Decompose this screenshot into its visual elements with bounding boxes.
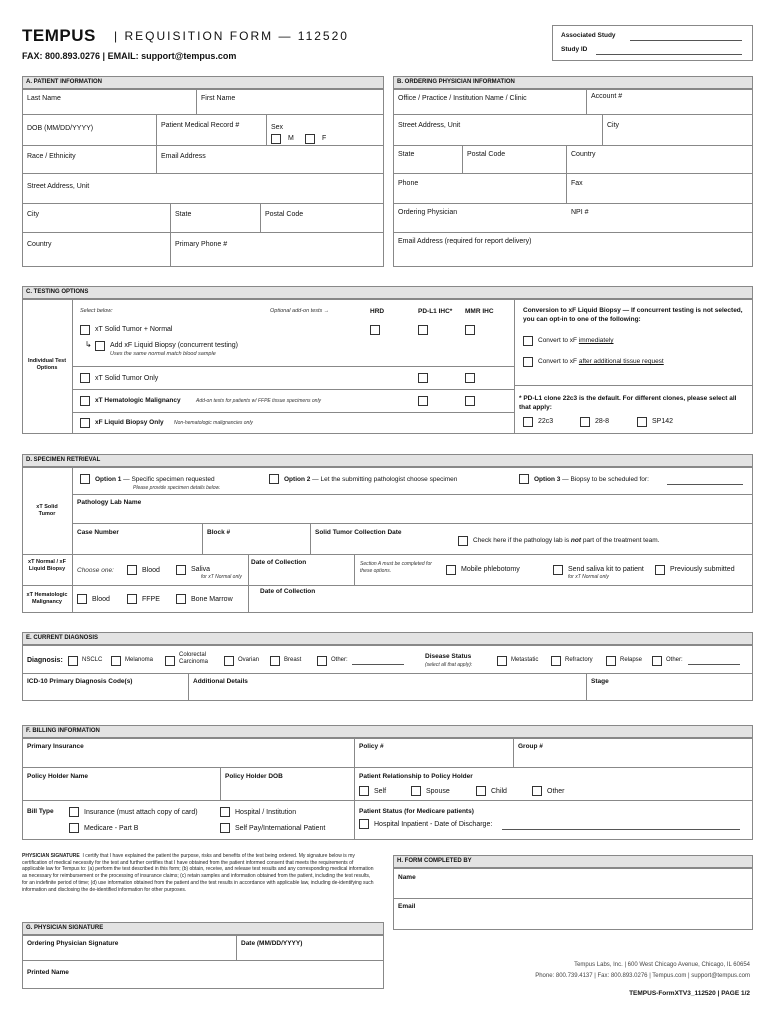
- send-saliva-checkbox[interactable]: [553, 565, 563, 575]
- phys-postal-field[interactable]: Postal Code: [467, 151, 506, 158]
- add-xf-label: Add xF Liquid Biopsy (concurrent testing): [110, 342, 239, 349]
- breast-checkbox[interactable]: [270, 656, 280, 666]
- colorectal-label: Colorectal Carcinoma: [179, 652, 209, 665]
- metastatic-label: Metastatic: [511, 657, 539, 663]
- block-field[interactable]: Block #: [207, 529, 231, 536]
- contact-line: FAX: 800.893.0276 | EMAIL: support@tempus.com: [22, 51, 237, 61]
- ovarian-label: Ovarian: [238, 657, 260, 663]
- option3-label: Option 3 — Biopsy to be scheduled for:: [534, 476, 649, 483]
- phys-fax-field[interactable]: Fax: [571, 180, 583, 187]
- nsclc-checkbox[interactable]: [68, 656, 78, 666]
- arrow-icon: ↳: [85, 340, 92, 349]
- mobile-phlebotomy-checkbox[interactable]: [446, 565, 456, 575]
- normal-blood-label: Blood: [142, 567, 160, 574]
- rel-spouse-checkbox[interactable]: [411, 786, 421, 796]
- other-diagnosis-label: Other:: [331, 657, 348, 663]
- footer-form-code: TEMPUS-FormXTV3_112520 | PAGE 1/2: [629, 990, 750, 997]
- other-diagnosis-checkbox[interactable]: [317, 656, 327, 666]
- associated-study-label: Associated Study: [561, 32, 616, 39]
- bill-type-label: Bill Type: [27, 808, 54, 815]
- icd-field[interactable]: ICD-10 Primary Diagnosis Code(s): [27, 678, 133, 685]
- sex-m-checkbox[interactable]: [271, 134, 281, 144]
- bill-hospital-label: Hospital / Institution: [235, 809, 297, 816]
- convert-after-label: Convert to xF after additional tissue request: [538, 358, 664, 365]
- addon-label: Optional add-on tests →: [270, 308, 330, 314]
- clone-22c3-checkbox[interactable]: [523, 417, 533, 427]
- ffpe-checkbox[interactable]: [127, 594, 137, 604]
- patient-state-field[interactable]: State: [175, 211, 192, 218]
- footer-phone: Phone: 800.739.4137 | Fax: 800.893.0276 | Tempus.com | support@tempus.com: [535, 973, 750, 979]
- previously-submitted-label: Previously submitted: [670, 566, 735, 573]
- phys-street-field[interactable]: Street Address, Unit: [398, 122, 461, 129]
- other-status-checkbox[interactable]: [652, 656, 662, 666]
- clone-sp142-checkbox[interactable]: [637, 417, 647, 427]
- saliva-note: for xT Normal only: [201, 574, 242, 580]
- form-title: | REQUISITION FORM — 112520: [114, 29, 349, 43]
- refractory-label: Refractory: [565, 657, 593, 663]
- relapse-label: Relapse: [620, 657, 643, 663]
- sex-m-label: M: [288, 135, 294, 142]
- saliva-checkbox[interactable]: [176, 565, 186, 575]
- completed-by-email-field[interactable]: Email: [398, 903, 416, 910]
- section-h-box: [393, 868, 753, 930]
- inpatient-label: Hospital Inpatient - Date of Discharge:: [374, 821, 493, 828]
- section-e-header: E. CURRENT DIAGNOSIS: [22, 632, 753, 645]
- xt-solid-tumor-side: xT Solid Tumor: [36, 504, 58, 517]
- heme-blood-checkbox[interactable]: [77, 594, 87, 604]
- rel-self-label: Self: [374, 788, 387, 795]
- convert-now-checkbox[interactable]: [523, 336, 533, 346]
- mobile-phlebotomy-label: Mobile phlebotomy: [461, 566, 520, 573]
- phys-country-field[interactable]: Country: [571, 151, 596, 158]
- inpatient-checkbox[interactable]: [359, 819, 369, 829]
- section-a-note: Section A must be completed for these options.: [360, 561, 432, 574]
- patient-street-field[interactable]: Street Address, Unit: [27, 183, 90, 190]
- colorectal-checkbox[interactable]: [165, 656, 175, 666]
- relapse-checkbox[interactable]: [606, 656, 616, 666]
- section-c-header: C. TESTING OPTIONS: [22, 286, 753, 299]
- xt-tumor-only-checkbox[interactable]: [80, 373, 90, 383]
- rel-spouse-label: Spouse: [426, 788, 450, 795]
- xt-normal-label: xT Solid Tumor + Normal: [95, 326, 173, 333]
- option1-note: Please provide specimen details below.: [133, 485, 221, 491]
- bill-medicare-checkbox[interactable]: [69, 823, 79, 833]
- hrd-header: HRD: [370, 308, 385, 315]
- footer-address: Tempus Labs, Inc. | 600 West Chicago Avenue, Chicago, IL 60654: [574, 962, 750, 968]
- sex-f-label: F: [322, 135, 327, 142]
- xt-tumor-only-mmr-checkbox[interactable]: [465, 373, 475, 383]
- signature-date-field[interactable]: Date (MM/DD/YYYY): [241, 940, 303, 947]
- study-box: [552, 25, 753, 61]
- section-d-header: D. SPECIMEN RETRIEVAL: [22, 454, 753, 467]
- discharge-date-field[interactable]: [502, 829, 740, 830]
- bill-selfpay-label: Self Pay/International Patient: [235, 825, 326, 832]
- heme-blood-label: Blood: [92, 596, 110, 603]
- sex-label: Sex: [271, 124, 284, 131]
- stage-field[interactable]: Stage: [591, 678, 609, 685]
- pdl1-header: PD-L1 IHC*: [418, 308, 453, 315]
- ordering-physician-field[interactable]: Ordering Physician: [398, 209, 458, 216]
- bill-hospital-checkbox[interactable]: [220, 807, 230, 817]
- xt-tumor-only-label: xT Solid Tumor Only: [95, 375, 159, 382]
- study-id-label: Study ID: [561, 46, 588, 53]
- xt-normal-mmr-checkbox[interactable]: [465, 325, 475, 335]
- first-name-field[interactable]: First Name: [201, 95, 236, 102]
- xt-heme-pdl1-checkbox[interactable]: [418, 396, 428, 406]
- other-status-field[interactable]: [688, 664, 740, 665]
- section-b-header: B. ORDERING PHYSICIAN INFORMATION: [393, 76, 753, 89]
- clone-28-8-label: 28-8: [595, 418, 610, 425]
- breast-label: Breast: [284, 657, 302, 663]
- conversion-text: Conversion to xF Liquid Biopsy — If concurrent testing is not selected, you can opt-in to one of the following:: [523, 307, 743, 323]
- group-field[interactable]: Group #: [518, 743, 543, 750]
- melanoma-checkbox[interactable]: [111, 656, 121, 666]
- xf-only-checkbox[interactable]: [80, 418, 90, 428]
- phys-email-field[interactable]: Email Address (required for report delivery): [398, 238, 532, 245]
- send-saliva-label: Send saliva kit to patient: [568, 566, 644, 573]
- completed-by-name-field[interactable]: Name: [398, 874, 416, 881]
- office-field[interactable]: Office / Practice / Institution Name / Clinic: [398, 95, 527, 102]
- heme-date-field[interactable]: Date of Collection: [260, 588, 316, 595]
- rel-child-label: Child: [491, 788, 507, 795]
- patient-email-field[interactable]: Email Address: [161, 153, 206, 160]
- associated-study-field[interactable]: [630, 40, 742, 41]
- select-below-label: Select below:: [80, 308, 113, 314]
- patient-postal-field[interactable]: Postal Code: [265, 211, 304, 218]
- pathology-lab-field[interactable]: Pathology Lab Name: [77, 499, 142, 506]
- refractory-checkbox[interactable]: [551, 656, 561, 666]
- convert-after-checkbox[interactable]: [523, 357, 533, 367]
- section-g-header: G. PHYSICIAN SIGNATURE: [22, 922, 384, 935]
- relationship-label: Patient Relationship to Policy Holder: [359, 773, 473, 780]
- race-field[interactable]: Race / Ethnicity: [27, 153, 76, 160]
- collection-date-field[interactable]: Solid Tumor Collection Date: [315, 529, 402, 536]
- option2-checkbox[interactable]: [269, 474, 279, 484]
- xt-normal-checkbox[interactable]: [80, 325, 90, 335]
- xt-heme-label: xT Hematologic Malignancy: [95, 397, 181, 404]
- case-number-field[interactable]: Case Number: [77, 529, 119, 536]
- npi-field[interactable]: NPI #: [571, 209, 589, 216]
- add-xf-checkbox[interactable]: [95, 341, 105, 351]
- metastatic-checkbox[interactable]: [497, 656, 507, 666]
- bill-medicare-label: Medicare - Part B: [84, 825, 139, 832]
- section-h-header: H. FORM COMPLETED BY: [393, 855, 753, 868]
- not-treatment-team-label: Check here if the pathology lab is not part of the treatment team.: [473, 537, 660, 544]
- account-field[interactable]: Account #: [591, 93, 623, 100]
- primary-insurance-field[interactable]: Primary Insurance: [27, 743, 84, 750]
- section-a-header: A. PATIENT INFORMATION: [22, 76, 384, 89]
- patient-status-label: Patient Status (for Medicare patients): [359, 808, 474, 815]
- bill-insurance-checkbox[interactable]: [69, 807, 79, 817]
- diagnosis-label: Diagnosis:: [27, 657, 63, 664]
- saliva-label: Saliva: [191, 566, 211, 573]
- xt-normal-xf-side: xT Normal / xF Liquid Biopsy: [28, 559, 66, 572]
- clone-sp142-label: SP142: [652, 418, 674, 425]
- study-id-field[interactable]: [596, 54, 742, 55]
- option1-checkbox[interactable]: [80, 474, 90, 484]
- choose-one-label: Choose one:: [77, 567, 114, 574]
- patient-country-field[interactable]: Country: [27, 241, 52, 248]
- phys-city-field[interactable]: City: [607, 122, 620, 129]
- option2-label: Option 2 — Let the submitting pathologist choose specimen: [284, 476, 458, 483]
- policy-holder-field[interactable]: Policy Holder Name: [27, 773, 89, 780]
- xt-heme-checkbox[interactable]: [80, 396, 90, 406]
- phys-phone-field[interactable]: Phone: [398, 180, 419, 187]
- option3-date-field[interactable]: [667, 484, 743, 485]
- xt-heme-note: Add-on tests for patients w/ FFPE tissue specimens only: [196, 398, 322, 404]
- brand-logo: TEMPUS: [22, 26, 96, 45]
- clone-22c3-label: 22c3: [538, 418, 554, 425]
- mmr-header: MMR IHC: [465, 308, 494, 315]
- option3-checkbox[interactable]: [519, 474, 529, 484]
- disease-status-note: (select all that apply):: [425, 662, 473, 668]
- printed-name-field[interactable]: Printed Name: [27, 969, 69, 976]
- other-status-label: Other:: [666, 657, 683, 663]
- melanoma-label: Melanoma: [125, 657, 154, 663]
- individual-test-options-label: Individual Test Options: [27, 358, 67, 371]
- normal-blood-checkbox[interactable]: [127, 565, 137, 575]
- xt-normal-pdl1-checkbox[interactable]: [418, 325, 428, 335]
- xf-only-label: xF Liquid Biopsy Only: [95, 419, 164, 426]
- nsclc-label: NSCLC: [82, 657, 103, 663]
- xf-only-note: Non-hematologic malignancies only: [174, 420, 253, 426]
- add-xf-note: Uses the same normal match blood sample: [110, 351, 216, 357]
- bill-insurance-label: Insurance (must attach copy of card): [84, 809, 198, 816]
- patient-phone-field[interactable]: Primary Phone #: [175, 241, 228, 248]
- last-name-field[interactable]: Last Name: [27, 95, 61, 102]
- rel-other-checkbox[interactable]: [532, 786, 542, 796]
- ffpe-label: FFPE: [142, 596, 160, 603]
- convert-now-label: Convert to xF immediately: [538, 337, 614, 344]
- other-diagnosis-field[interactable]: [352, 664, 404, 665]
- xt-normal-hrd-checkbox[interactable]: [370, 325, 380, 335]
- rel-self-checkbox[interactable]: [359, 786, 369, 796]
- clone-28-8-checkbox[interactable]: [580, 417, 590, 427]
- mrn-field[interactable]: Patient Medical Record #: [161, 122, 240, 129]
- sex-f-checkbox[interactable]: [305, 134, 315, 144]
- disease-status-label: Disease Status: [425, 653, 472, 660]
- xt-heme-mmr-checkbox[interactable]: [465, 396, 475, 406]
- bone-marrow-label: Bone Marrow: [191, 596, 233, 603]
- bone-marrow-checkbox[interactable]: [176, 594, 186, 604]
- ovarian-checkbox[interactable]: [224, 656, 234, 666]
- additional-details-field[interactable]: Additional Details: [193, 678, 248, 685]
- patient-city-field[interactable]: City: [27, 211, 40, 218]
- policy-field[interactable]: Policy #: [359, 743, 384, 750]
- bill-selfpay-checkbox[interactable]: [220, 823, 230, 833]
- xt-heme-side: xT Hematologic Malignancy: [26, 592, 68, 605]
- dob-field[interactable]: DOB (MM/DD/YYYY): [27, 125, 94, 132]
- ordering-signature-field[interactable]: Ordering Physician Signature: [27, 940, 119, 947]
- rel-child-checkbox[interactable]: [476, 786, 486, 796]
- section-f-header: F. BILLING INFORMATION: [22, 725, 753, 738]
- rel-other-label: Other: [547, 788, 565, 795]
- send-saliva-note: for xT Normal only: [568, 574, 609, 580]
- option1-label: Option 1 — Specific specimen requested: [95, 476, 215, 483]
- pdl1-clone-note: * PD-L1 clone 22c3 is the default. For different clones, please select all that apply:: [519, 395, 737, 411]
- xt-tumor-only-pdl1-checkbox[interactable]: [418, 373, 428, 383]
- phys-state-field[interactable]: State: [398, 151, 415, 158]
- not-treatment-team-checkbox[interactable]: [458, 536, 468, 546]
- previously-submitted-checkbox[interactable]: [655, 565, 665, 575]
- policy-holder-dob-field[interactable]: Policy Holder DOB: [225, 773, 283, 780]
- date-of-collection-field[interactable]: Date of Collection: [251, 559, 307, 566]
- physician-signature-text: PHYSICIAN SIGNATURE I certify that I have explained the patient the purpose, risks and benefits of the test being ordered. My signature below is my certification of medical necessity for the test and further certifies that I have obtained from the patient informed consent that meets the requirements of applicable law for Tempus to: (a) perform the test described in this form; (b) obtain, receive, and release test results and any corresponding medical information as necessary for reimbursement or the processing of insurance claims; (c) retain samples and information obtained from the patient, including the test results, for an indefinite period of time; (d) use information obtained from the patient and the test results in accordance with applicable law, including de-identifying such information and disclosing the de-identified information for other purposes.: [22, 853, 374, 893]
